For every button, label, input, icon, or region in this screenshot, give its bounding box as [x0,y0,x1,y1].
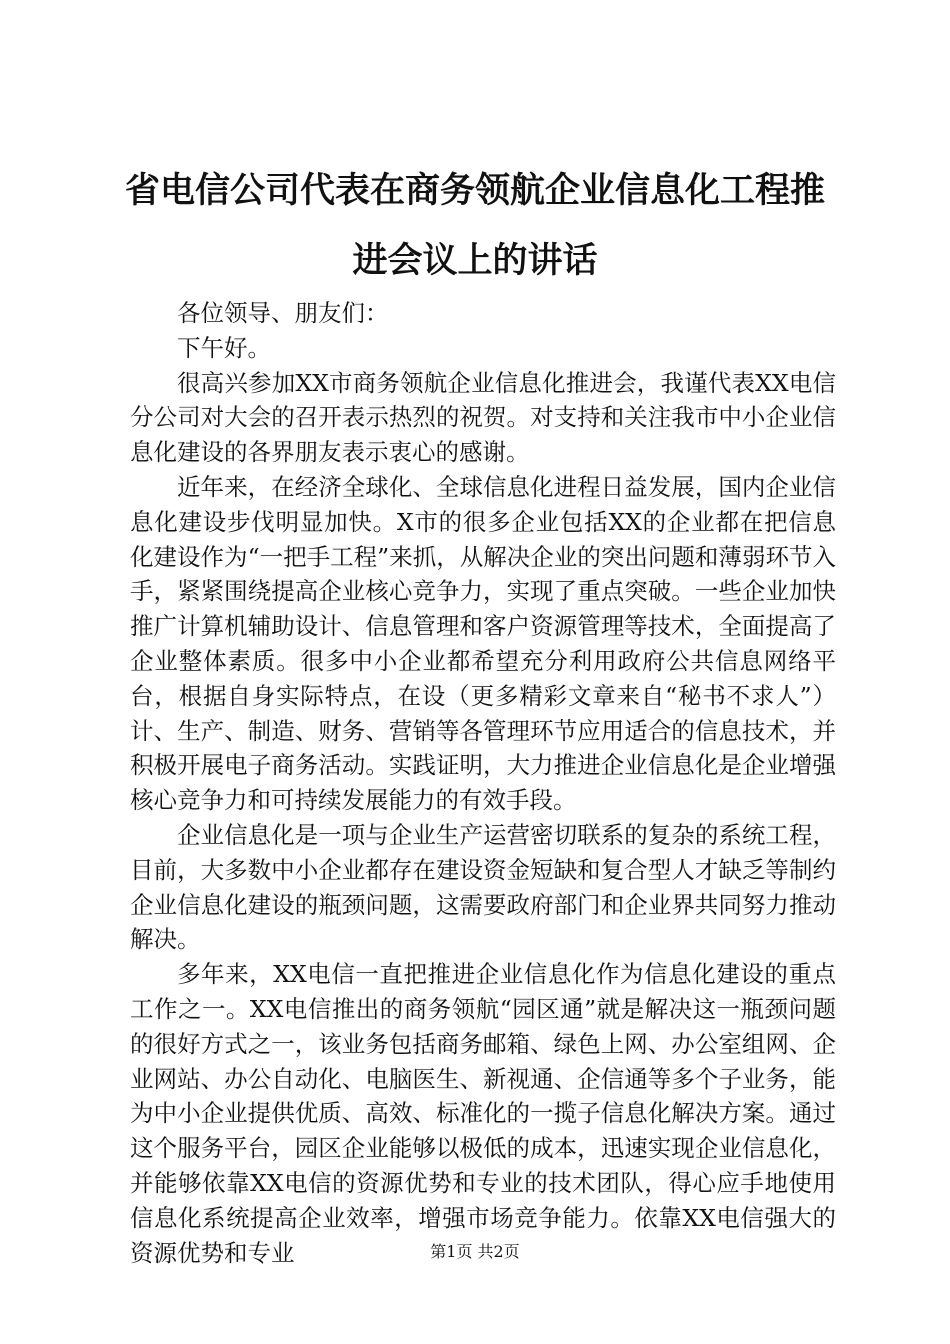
salutation: 各位领导、朋友们： [177,299,389,327]
document-title: 省电信公司代表在商务领航企业信息化工程推进会议上的讲话 [124,170,825,281]
greeting: 下午好。 [177,333,271,362]
paragraph-thanks: 很高兴参加XX市商务领航企业信息化推进会，我谨代表XX电信分公司对大会的召开表示热烈的祝贺。对支持和关注我市中小企业信息化建设的各界朋友表示衷心的感谢。 [130,368,836,467]
paragraph-solution: 多年来，XX电信一直把推进企业信息化作为信息化建设的重点工作之一。XX电信推出的商务领航“园区通”就是解决这一瓶颈问题的很好方式之一，该业务包括商务邮箱、绿色上网、办公室组网、企业网站、办公自动化、电脑医生、新视通、企信通等多个子业务，能为中小企业提供优质、高效、标准化的一揽子信息化解决方案。通过这个服务平台，园区企业能够以极低的成本，迅速实现企业信息化，并能够依靠XX电信的资源优势和专业的技术团队，得心应手地使用信息化系统提高企业效率，增强市场竞争能力。依靠XX电信强大的资源优势和专业 [130,960,836,1267]
document-body [130,296,836,1270]
paragraph-challenges: 企业信息化是一项与企业生产运营密切联系的复杂的系统工程，目前，大多数中小企业都存在建设资金短缺和复合型人才缺乏等制约企业信息化建设的瓶颈问题，这需要政府部门和企业界共同努力推动解决。 [130,820,836,954]
paragraph-background: 近年来，在经济全球化、全球信息化进程日益发展，国内企业信息化建设步伐明显加快。X市的很多企业包括XX的企业都在把信息化建设作为“一把手工程”来抓，从解决企业的突出问题和薄弱环节入手，紧紧围绕提高企业核心竞争力，实现了重点突破。一些企业加快推广计算机辅助设计、信息管理和客户资源管理等技术，全面提高了企业整体素质。很多中小企业都希望充分利用政府公共信息网络平台，根据自身实际特点，在设（更多精彩文章来自“秘书不求人”）计、生产、制造、财务、营销等各管理环节应用适合的信息技术，并积极开展电子商务活动。实践证明，大力推进企业信息化是企业增强核心竞争力和可持续发展能力的有效手段。 [130,472,836,815]
page-number-footer: 第1页 共2页 [430,1242,520,1261]
